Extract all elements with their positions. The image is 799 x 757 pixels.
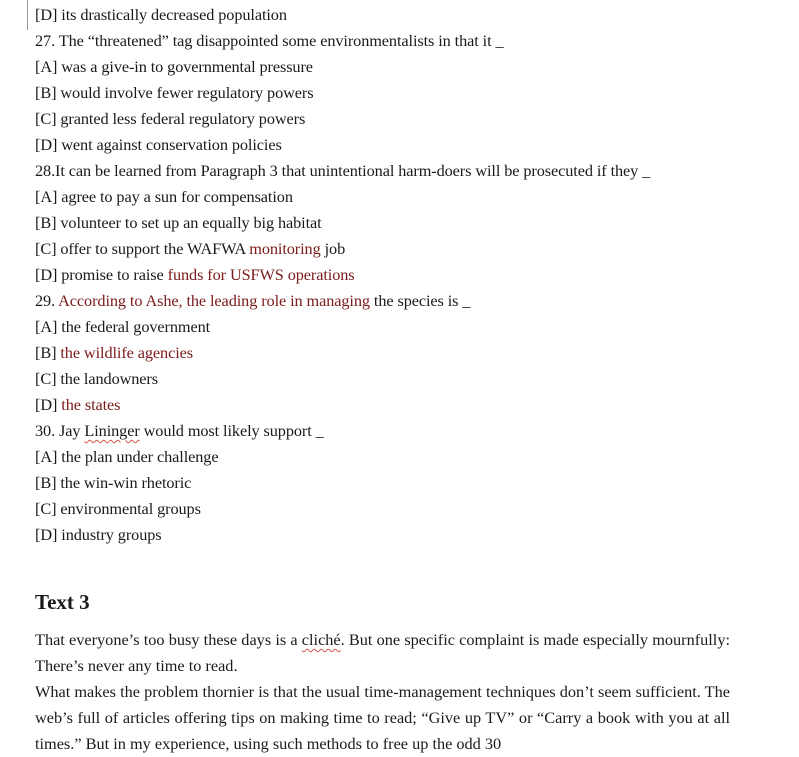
q28-option-c-highlight: monitoring xyxy=(249,239,321,258)
q30-option-a: [A] the plan under challenge xyxy=(35,447,219,466)
q27-stem: 27. The “threatened” tag disappointed some environmentalists in that it _ xyxy=(35,31,504,50)
document-page xyxy=(35,0,730,548)
q29-option-d xyxy=(35,392,730,418)
text3-p1-rest: . But one specific complaint is made especially mournfully: There’s never any time to read. xyxy=(35,630,730,675)
text3-p1-start: That everyone’s too busy these days is a xyxy=(35,630,302,649)
text-cursor xyxy=(27,0,28,30)
q28-option-c xyxy=(35,236,730,262)
q30-option-c: [C] environmental groups xyxy=(35,499,201,518)
q28-option-c-text: [C] offer to support the WAFWA xyxy=(35,239,250,258)
q29-option-b-label: [B] xyxy=(35,343,61,362)
q28-option-b: [B] volunteer to set up an equally big habitat xyxy=(35,213,322,232)
q29-option-d-label: [D] xyxy=(35,395,62,414)
q28-option-d-text: [D] promise to raise xyxy=(35,265,168,284)
q30-stem-tail: would most likely support _ xyxy=(139,421,324,440)
q29-option-d-highlight: the states xyxy=(61,395,121,414)
q27-option-b: [B] would involve fewer regulatory powers xyxy=(35,83,314,102)
q30-option-b: [B] the win-win rhetoric xyxy=(35,473,192,492)
q28-option-a: [A] agree to pay a sun for compensation xyxy=(35,187,293,206)
text3-paragraph-2: What makes the problem thornier is that the usual time-management techniques don’t seem sufficient. The web’s full of articles offering tips on making time to read; “Give up TV” or “Carry a book with you at all times.” But in my experience, using such methods to free up the odd 30 xyxy=(35,682,730,753)
q29-option-b-highlight: the wildlife agencies xyxy=(60,343,193,362)
q28-option-c-tail: job xyxy=(320,239,346,258)
q28-option-d xyxy=(35,262,730,288)
q29-option-a: [A] the federal government xyxy=(35,317,211,336)
q30-stem xyxy=(35,418,730,444)
q27-option-a: [A] was a give-in to governmental pressure xyxy=(35,57,313,76)
q29-option-c: [C] the landowners xyxy=(35,369,158,388)
q26-option-d: [D] its drastically decreased population xyxy=(35,5,287,24)
q30-spellcheck-word[interactable]: Lininger xyxy=(84,421,140,440)
q27-option-c: [C] granted less federal regulatory powers xyxy=(35,109,306,128)
q27-option-d: [D] went against conservation policies xyxy=(35,135,282,154)
q29-option-b xyxy=(35,340,730,366)
q30-stem-pre: 30. Jay xyxy=(35,421,85,440)
q28-option-d-highlight: funds for USFWS operations xyxy=(167,265,355,284)
q29-stem xyxy=(35,288,730,314)
q29-stem-tail: the species is _ xyxy=(369,291,471,310)
q29-stem-highlight: According to Ashe, the leading role in managing xyxy=(58,291,370,310)
section-heading: Text 3 xyxy=(35,590,90,614)
q28-stem: 28.It can be learned from Paragraph 3 that unintentional harm-doers will be prosecuted if they _ xyxy=(35,161,651,180)
q29-stem-number: 29. xyxy=(35,291,59,310)
text3-paragraph-1 xyxy=(35,627,730,679)
q30-option-d: [D] industry groups xyxy=(35,525,162,544)
text3-spellcheck-word[interactable]: cliché xyxy=(301,630,341,649)
